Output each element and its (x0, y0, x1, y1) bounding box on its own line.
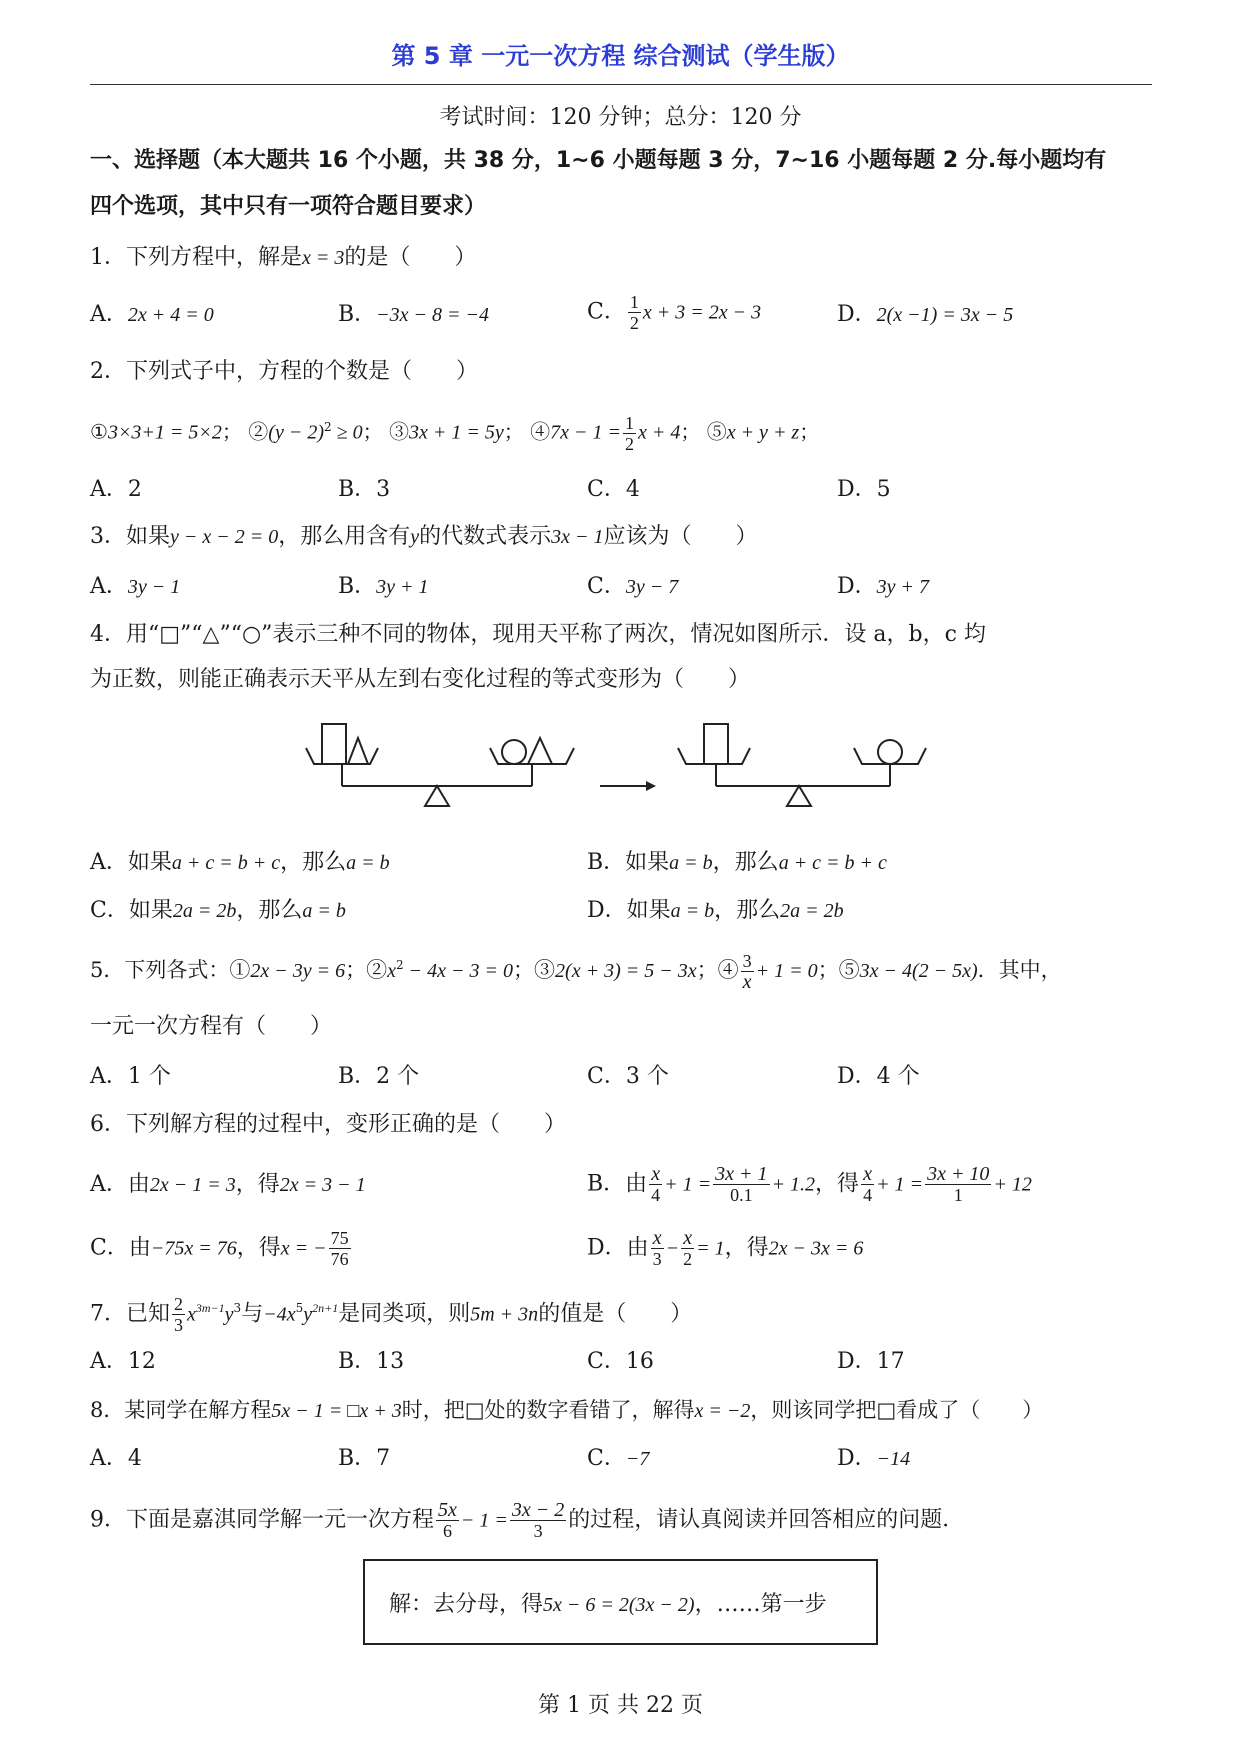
option-text: ，那么 (280, 850, 347, 875)
numerator: 5x (438, 1499, 457, 1521)
stem-math: x = −2 (694, 1400, 751, 1422)
stem-math: 5x − 1 = □x + 3 (271, 1400, 402, 1422)
option-label: A． (90, 574, 128, 599)
option-math: + 1.2 (771, 1173, 816, 1196)
fraction (623, 413, 636, 454)
superscript: 2 (396, 958, 404, 972)
stem-math: y (410, 526, 420, 548)
option-text: ，那么 (236, 898, 303, 923)
fraction (329, 1228, 351, 1269)
option-label: D．由 (587, 1235, 649, 1261)
superscript: 3m−1 (195, 1301, 225, 1315)
stem-text: 时，把□处的数字看错了，解得 (401, 1398, 695, 1422)
stem-math: 3x − 4(2 − 5x) (859, 960, 978, 982)
separator: ； (362, 419, 383, 444)
option-label: C． (587, 299, 626, 325)
option-text: ，得 (724, 1235, 769, 1261)
q7-option-a[interactable]: A．12 (90, 1349, 156, 1374)
pan-left (678, 748, 750, 764)
q5-option-c[interactable]: C．3 个 (587, 1064, 669, 1089)
question-5-stem-line1 (90, 950, 1160, 992)
item-marker: ① (90, 419, 108, 444)
option-math: a = b (670, 900, 715, 922)
item-math: 3x + 1 = 5y (408, 421, 504, 444)
fraction (510, 1500, 566, 1541)
stem-math: y (224, 1303, 234, 1326)
square-object (704, 724, 728, 764)
q8-option-c[interactable] (587, 1444, 649, 1474)
option-text: ，得 (236, 1235, 281, 1261)
question-5-stem-line2: 一元一次方程有（ ） (90, 1014, 333, 1039)
title-divider (90, 84, 1152, 85)
stem-text: ，则该同学把□看成了（ ） (750, 1398, 1044, 1422)
option-label: A． (90, 302, 128, 327)
numerator: 75 (330, 1228, 349, 1248)
option-math: 2a = 2b (172, 900, 237, 922)
q1-option-a[interactable] (90, 300, 214, 330)
stem-text: ；⑤ (817, 958, 860, 982)
option-math: 3y + 7 (876, 576, 930, 598)
triangle-object (528, 738, 552, 764)
option-math: a = b (669, 852, 713, 874)
question-7-stem (90, 1293, 1160, 1335)
stem-math: x = 3 (302, 247, 345, 269)
stem-text: 是同类项，则 (338, 1301, 471, 1327)
stem-text: 的值是（ ） (538, 1301, 693, 1327)
denominator: 3 (652, 1249, 662, 1269)
stem-text: 应该为（ ） (603, 524, 758, 549)
fulcrum (787, 786, 811, 806)
section-heading-line2: 四个选项，其中只有一项符合题目要求） (90, 194, 487, 219)
q7-option-b[interactable]: B．13 (338, 1349, 405, 1374)
circle-object (502, 740, 526, 764)
denominator: 2 (683, 1249, 693, 1269)
separator: ； (221, 419, 242, 444)
option-math: + 12 (993, 1173, 1032, 1196)
q7-option-d[interactable]: D．17 (837, 1349, 905, 1374)
option-math: 2a = 2b (780, 900, 844, 922)
stem-text: ，那么用含有 (278, 524, 411, 549)
option-label: B． (338, 574, 377, 599)
item-math: x + 4 (637, 421, 681, 444)
pan-right (854, 748, 926, 764)
option-math: − (665, 1237, 680, 1260)
denominator: 4 (863, 1185, 873, 1205)
item-marker: ② (248, 419, 269, 444)
q6-option-a[interactable] (90, 1170, 366, 1200)
question-8-stem (90, 1395, 1160, 1426)
option-math: a + c = b + c (171, 852, 281, 874)
separator: ； (799, 419, 820, 444)
option-math: x = − (280, 1237, 327, 1260)
item-math: x + y + z (726, 421, 800, 444)
option-label: A．由 (90, 1172, 150, 1197)
q4-option-a[interactable] (90, 848, 390, 878)
q3-option-c[interactable] (587, 572, 678, 602)
solution-text: 解：去分母，得 (389, 1592, 544, 1617)
balance-scale-figure (300, 720, 960, 820)
denominator: x (742, 971, 752, 993)
denominator: 4 (651, 1185, 661, 1205)
denominator: 0.1 (730, 1185, 753, 1205)
stem-text: ．其中， (977, 958, 1062, 982)
q6-option-d[interactable] (587, 1228, 863, 1269)
option-math: 3y − 1 (127, 576, 181, 598)
stem-math: − 1 = (460, 1509, 508, 1532)
triangle-object (348, 738, 368, 764)
question-3-stem (90, 522, 1160, 552)
option-label: C．如果 (90, 898, 173, 923)
numerator: x (681, 1228, 694, 1249)
option-label: B． (338, 302, 377, 327)
option-text: ，得 (815, 1171, 860, 1197)
stem-math: x (187, 1303, 196, 1326)
page-footer: 第 1 页 共 22 页 (538, 1693, 703, 1718)
numerator: 1 (629, 292, 639, 312)
stem-text: ；④ (696, 958, 739, 982)
denominator: 3 (174, 1314, 183, 1335)
arrow (600, 781, 656, 791)
q4-option-d[interactable] (587, 896, 844, 926)
square-object (322, 724, 346, 764)
item-marker: ③ (388, 419, 409, 444)
item-marker: ⑤ (706, 419, 727, 444)
stem-math: 3x − 1 (551, 526, 604, 548)
option-math: a = b (302, 900, 346, 922)
q4-option-b[interactable] (587, 848, 887, 878)
item-math: 3×3+1 = 5×2 (107, 421, 222, 444)
stem-text: 7．已知 (90, 1301, 170, 1327)
numerator: 3x − 2 (511, 1499, 565, 1521)
numerator: x (651, 1228, 664, 1249)
option-math: 2x − 3x = 6 (768, 1237, 864, 1260)
fraction (649, 1164, 662, 1205)
q2-option-d[interactable]: D．5 (837, 477, 891, 502)
solution-math: 5x − 6 = 2(3x − 2) (543, 1594, 695, 1616)
option-label: B．如果 (587, 850, 670, 875)
superscript: 3 (233, 1301, 242, 1315)
balance-scale-left (306, 724, 574, 806)
option-math: 2x − 1 = 3 (149, 1174, 236, 1196)
fraction (628, 292, 641, 333)
stem-math: −4x (263, 1303, 296, 1326)
option-label: C．由 (90, 1235, 151, 1261)
option-label: C． (587, 574, 626, 599)
stem-text: 的过程，请认真阅读并回答相应的问题． (568, 1507, 965, 1533)
q7-option-c[interactable]: C．16 (587, 1349, 654, 1374)
option-label: D． (837, 574, 877, 599)
item-marker: ④ (530, 419, 551, 444)
separator: ； (680, 419, 701, 444)
numerator: 3x + 10 (927, 1163, 990, 1185)
stem-math: + 1 = 0 (755, 960, 818, 982)
question-9-stem (90, 1500, 1160, 1541)
option-math: −7 (625, 1448, 650, 1470)
numerator: 3x + 1 (715, 1163, 768, 1185)
q3-option-a[interactable] (90, 572, 180, 602)
stem-math: y (303, 1303, 313, 1326)
option-label: A．如果 (90, 850, 172, 875)
numerator: 3 (742, 951, 752, 971)
fraction (861, 1164, 874, 1205)
fraction (741, 951, 754, 992)
stem-math: 2x − 3y = 6 (250, 960, 346, 982)
q8-option-b[interactable]: B．7 (338, 1446, 391, 1471)
stem-math: y − x − 2 = 0 (170, 526, 279, 548)
q5-option-d[interactable]: D．4 个 (837, 1064, 920, 1089)
option-label: D． (837, 1446, 877, 1471)
numerator: 1 (624, 412, 634, 433)
fraction (172, 1294, 185, 1335)
fraction (681, 1228, 694, 1269)
item-math: 7x − 1 = (550, 421, 621, 444)
fraction (436, 1500, 459, 1541)
option-label: C． (587, 1446, 626, 1471)
q1-option-c[interactable] (587, 292, 761, 333)
option-math: + 1 = (876, 1173, 924, 1196)
separator: ； (503, 419, 524, 444)
item-math: ≥ 0 (331, 421, 363, 444)
page-title: 第 5 章 一元一次方程 综合测试（学生版） (391, 42, 850, 70)
q2-option-b[interactable]: B．3 (338, 477, 391, 502)
fraction (925, 1164, 991, 1205)
question-4-stem-line2: 为正数，则能正确表示天平从左到右变化过程的等式变形为（ ） (90, 667, 751, 692)
q8-option-a[interactable]: A．4 (90, 1446, 142, 1471)
question-4-stem-line1: 4．用“□”“△”“○”表示三种不同的物体，现用天平称了两次，情况如图所示．设 a，b，c 均 (90, 622, 986, 647)
q1-option-d[interactable] (837, 300, 1013, 330)
stem-text: ；② (345, 958, 388, 982)
option-label: D． (837, 302, 877, 327)
option-math: a + c = b + c (778, 852, 887, 874)
stem-math: − 4x − 3 = 0 (403, 960, 514, 982)
stem-text: 3．如果 (90, 524, 170, 549)
option-math: a = b (346, 852, 390, 874)
solution-box (363, 1559, 878, 1645)
option-text: ，得 (235, 1172, 280, 1197)
superscript: 2 (323, 420, 332, 434)
stem-math: x (387, 960, 397, 982)
option-math: 2x + 4 = 0 (127, 304, 214, 326)
stem-text: 的代数式表示 (419, 524, 552, 549)
stem-text: 的是（ ） (344, 245, 477, 270)
question-2-items (90, 412, 1160, 454)
fulcrum (425, 786, 449, 806)
option-label: D．如果 (587, 898, 671, 923)
denominator: 6 (442, 1521, 452, 1541)
q5-option-b[interactable]: B．2 个 (338, 1064, 420, 1089)
q3-option-b[interactable] (338, 572, 429, 602)
q2-option-c[interactable]: C．4 (587, 477, 640, 502)
q6-option-b[interactable] (587, 1164, 1032, 1205)
question-2-stem: 2．下列式子中，方程的个数是（ ） (90, 359, 478, 384)
superscript: 5 (295, 1301, 304, 1315)
section-heading-line1: 一、选择题（本大题共 16 个小题，共 38 分，1~6 小题每题 3 分，7~16 小题每题 2 分.每小题均有 (90, 148, 1107, 173)
option-math: x + 3 = 2x − 3 (642, 301, 762, 324)
option-text: ，那么 (714, 898, 781, 923)
stem-text: ；③ (513, 958, 556, 982)
numerator: 2 (174, 1293, 183, 1314)
question-1-stem (90, 243, 1160, 273)
stem-math: 2(x + 3) = 5 − 3x (555, 960, 697, 982)
superscript: 2n+1 (312, 1301, 339, 1315)
circle-object (878, 740, 902, 764)
denominator: 2 (629, 313, 639, 333)
option-math: −3x − 8 = −4 (376, 304, 490, 326)
stem-math: 5m + 3n (470, 1303, 539, 1326)
q8-option-d[interactable] (837, 1444, 910, 1474)
option-math: −14 (876, 1448, 911, 1470)
denominator: 1 (953, 1185, 963, 1205)
denominator: 76 (330, 1249, 349, 1269)
option-math: 3y − 7 (625, 576, 679, 598)
denominator: 2 (624, 433, 634, 454)
question-6-stem: 6．下列解方程的过程中，变形正确的是（ ） (90, 1112, 566, 1137)
option-label: B．由 (587, 1171, 648, 1197)
fraction (713, 1164, 769, 1205)
option-text: ，那么 (712, 850, 779, 875)
option-math: = 1 (696, 1237, 725, 1260)
denominator: 3 (533, 1521, 543, 1541)
option-math: 2(x −1) = 3x − 5 (876, 304, 1014, 326)
stem-text: 8．某同学在解方程 (90, 1398, 272, 1422)
balance-scale-right (678, 724, 926, 806)
option-math: −75x = 76 (150, 1237, 237, 1260)
exam-info: 考试时间：120 分钟；总分：120 分 (439, 105, 802, 130)
solution-step-1 (389, 1587, 827, 1618)
q6-option-c[interactable] (90, 1228, 353, 1269)
option-math: 2x = 3 − 1 (279, 1174, 366, 1196)
stem-text: 1．下列方程中，解是 (90, 245, 302, 270)
item-math: (y − 2) (268, 421, 324, 444)
q5-option-a[interactable]: A．1 个 (90, 1064, 171, 1089)
stem-text: 5．下列各式：① (90, 958, 251, 982)
stem-text: 与 (241, 1301, 264, 1327)
numerator: x (861, 1164, 874, 1185)
q1-option-b[interactable] (338, 300, 489, 330)
q4-option-c[interactable] (90, 896, 346, 926)
q2-option-a[interactable]: A．2 (90, 477, 142, 502)
fraction (651, 1228, 664, 1269)
option-math: 3y + 1 (376, 576, 429, 598)
solution-text: ，……第一步 (694, 1592, 827, 1617)
option-math: + 1 = (664, 1173, 712, 1196)
stem-text: 9．下面是嘉淇同学解一元一次方程 (90, 1507, 434, 1533)
numerator: x (649, 1164, 662, 1185)
q3-option-d[interactable] (837, 572, 929, 602)
